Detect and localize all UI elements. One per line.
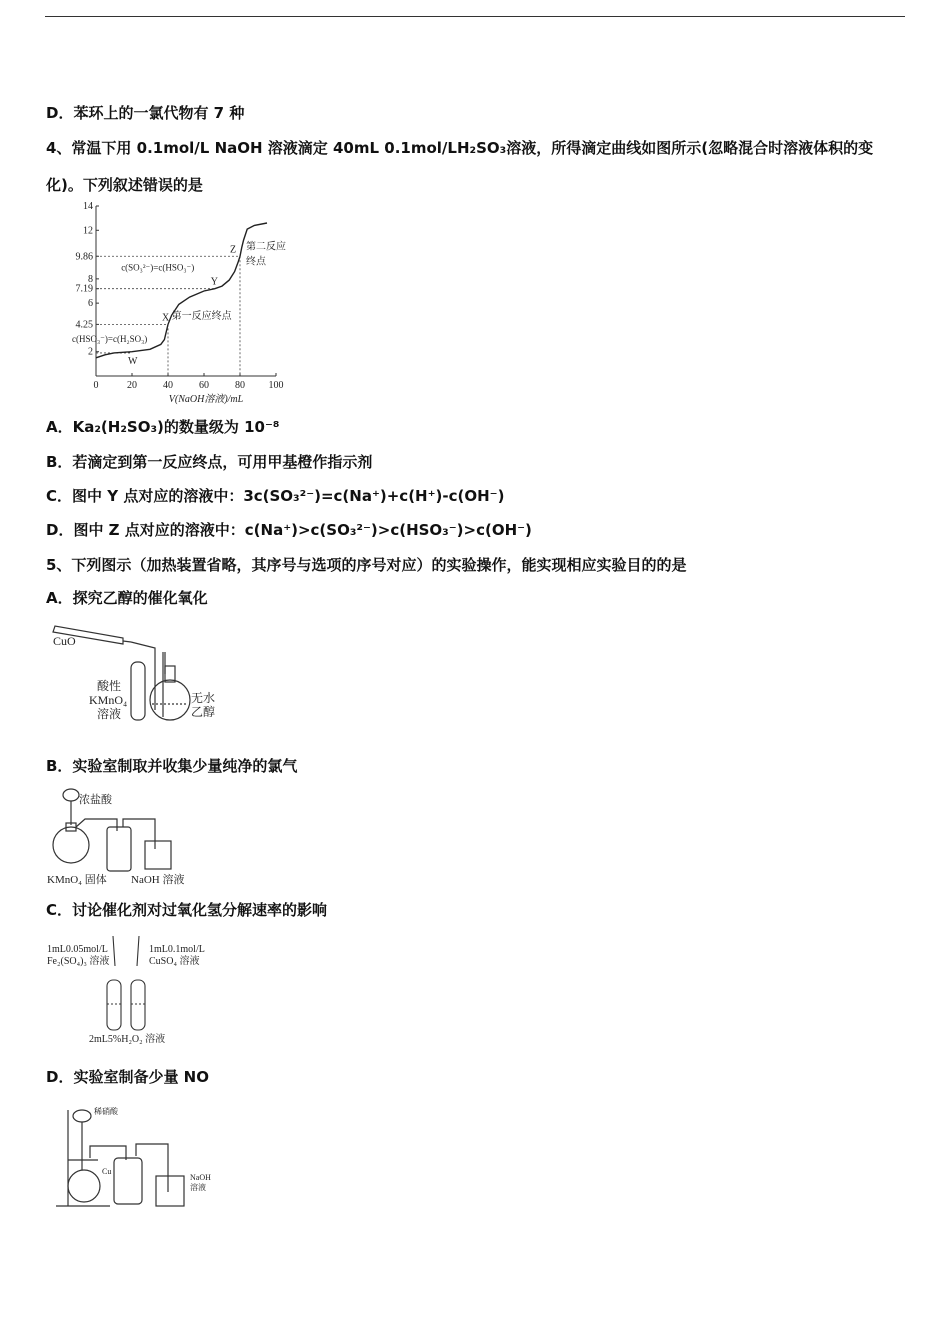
label-naoh-sol: 溶液: [190, 1183, 206, 1192]
question-4-option-c: C．图中 Y 点对应的溶液中：3c(SO₃²⁻)=c(Na⁺)+c(H⁺)-c(OH⁻): [46, 487, 505, 505]
titration-chart: [60, 200, 320, 405]
label-conc-hcl: 浓盐酸: [79, 794, 112, 806]
question-5-option-a: A．探究乙醇的催化氧化: [46, 589, 208, 607]
point-label-w: W: [128, 355, 138, 367]
label-cu-solution: CuSO₄ 溶液: [149, 956, 200, 967]
label-kmno4: KMnO₄: [89, 693, 128, 707]
header-rule: [45, 16, 905, 17]
label-h2o2: 2mL5%H₂O₂ 溶液: [89, 1034, 166, 1045]
annotation-second-endpoint-b: 终点: [246, 256, 266, 268]
x-tick-label-5: 100: [268, 380, 284, 391]
label-cuo: CuO: [53, 634, 76, 648]
annotation-second-endpoint-a: 第二反应: [246, 241, 286, 253]
y-tick-label-1: 4.25: [75, 319, 93, 331]
figure-d-apparatus: [50, 1100, 220, 1218]
question-5-option-d: D．实验室制备少量 NO: [46, 1068, 209, 1086]
y-tick-label-0: 2: [88, 346, 93, 358]
figure-a-apparatus: [45, 612, 225, 727]
label-naoh-solution: NaOH 溶液: [131, 874, 185, 886]
label-kmno4-solid: KMnO₄ 固体: [47, 874, 107, 886]
y-tick-label-3: 7.19: [75, 283, 93, 295]
point-label-y: Y: [210, 276, 219, 288]
label-anhydrous: 无水: [191, 691, 216, 705]
question-4-line-1: 4、常温下用 0.1mol/L NaOH 溶液滴定 40mL 0.1mol/LH₂SO₃溶液，所得滴定曲线如图所示(忽略混合时溶液体积的变: [46, 139, 874, 157]
x-tick-label-2: 40: [163, 380, 173, 391]
x-axis-label: V(NaOH溶液)/mL: [168, 394, 244, 405]
label-copper: Cu: [102, 1167, 112, 1176]
annotation-eq1: c(HSO₃⁻)=c(H₂SO₃): [72, 334, 148, 344]
label-acidic: 酸性: [97, 679, 122, 693]
y-tick-label-5: 9.86: [75, 251, 93, 263]
question-5-option-c: C．讨论催化剂对过氧化氢分解速率的影响: [46, 901, 328, 919]
question-4-line-2: 化)。下列叙述错误的是: [46, 176, 203, 194]
y-tick-label-7: 14: [83, 201, 93, 212]
point-label-x: X: [162, 312, 170, 324]
x-tick-label-1: 20: [127, 380, 137, 391]
y-tick-label-4: 8: [88, 273, 93, 285]
x-tick-label-0: 0: [93, 380, 99, 391]
x-tick-label-4: 80: [235, 380, 245, 391]
label-dilute-nitric-acid: 稀硝酸: [94, 1107, 118, 1116]
question-4-option-d: D．图中 Z 点对应的溶液中：c(Na⁺)>c(SO₃²⁻)>c(HSO₃⁻)>c(OH⁻): [46, 521, 532, 539]
question-5-stem: 5、下列图示（加热装置省略，其序号与选项的序号对应）的实验操作，能实现相应实验目的的是: [46, 556, 687, 574]
question-4-option-b: B．若滴定到第一反应终点，可用甲基橙作指示剂: [46, 453, 373, 471]
y-tick-label-2: 6: [88, 298, 93, 310]
x-tick-label-3: 60: [199, 380, 209, 391]
annotation-first-endpoint: 第一反应终点: [171, 310, 232, 322]
label-naoh: NaOH: [190, 1173, 211, 1182]
label-ethanol: 乙醇: [191, 705, 216, 719]
label-cu-conc: 1mL0.1mol/L: [149, 944, 205, 955]
figure-b-apparatus: [45, 783, 205, 888]
option-d-previous: D．苯环上的一氯代物有 7 种: [46, 104, 245, 122]
point-label-z: Z: [230, 244, 237, 256]
annotation-eq2: c(SO₃²⁻)=c(HSO₃⁻): [121, 262, 195, 273]
figure-c-apparatus: [45, 930, 225, 1048]
y-tick-label-6: 12: [83, 225, 93, 237]
label-fe-solution: Fe₂(SO₄)₃ 溶液: [47, 956, 110, 967]
label-fe-conc: 1mL0.05mol/L: [47, 944, 108, 955]
question-5-option-b: B．实验室制取并收集少量纯净的氯气: [46, 757, 298, 775]
label-solution: 溶液: [97, 707, 122, 721]
question-4-option-a: A．Ka₂(H₂SO₃)的数量级为 10⁻⁸: [46, 418, 280, 436]
